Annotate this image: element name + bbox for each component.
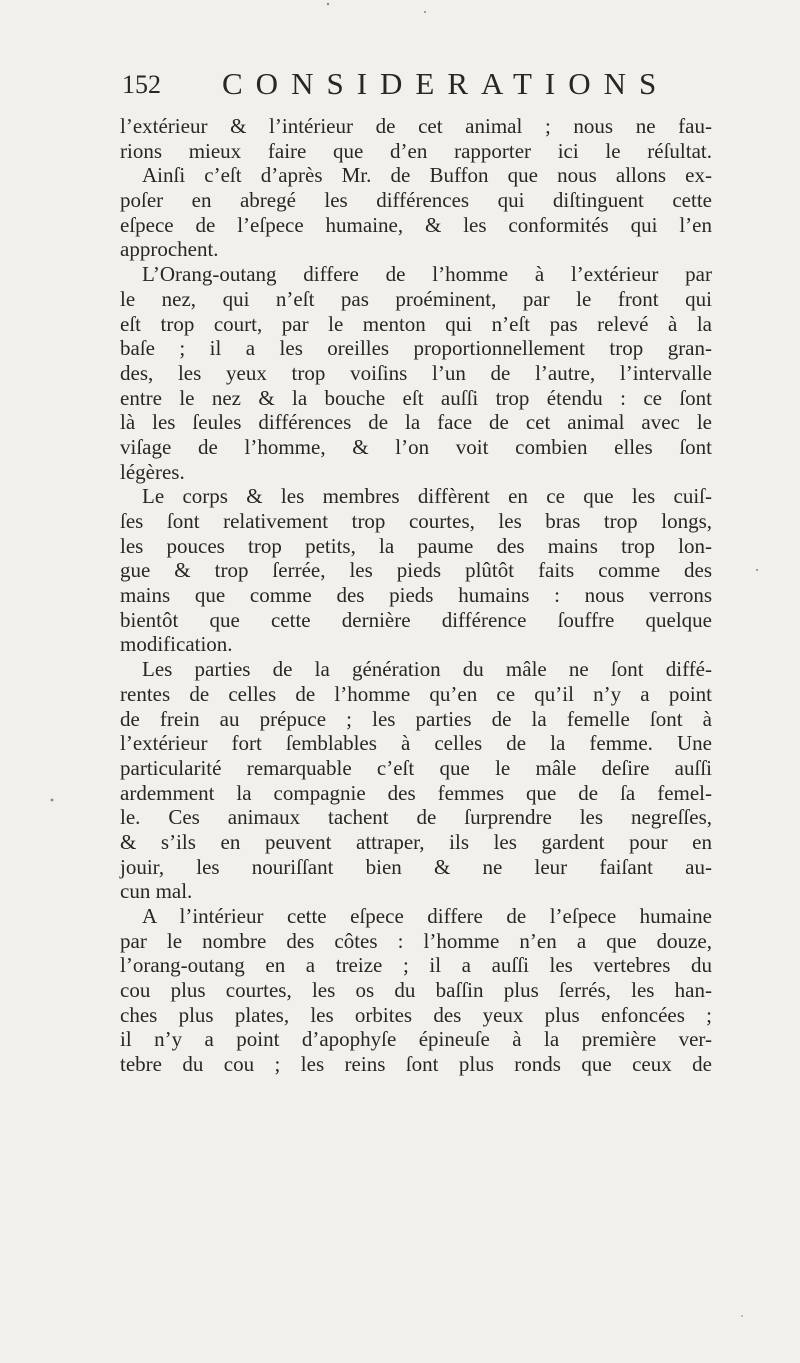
text-line: Le corps & les membres diffèrent en ce que les cuiſ- bbox=[142, 484, 712, 509]
text-line: Les parties de la génération du mâle ne ſont diffé- bbox=[142, 657, 712, 682]
text-line: bientôt que cette dernière différence ſouffre quelque bbox=[120, 607, 712, 632]
text-line: A l’intérieur cette eſpece differe de l’eſpece humaine bbox=[142, 904, 712, 928]
text-line: le. Ces animaux tachent de ſurprendre les negreſſes, bbox=[120, 805, 712, 830]
text-line: là les ſeules différences de la face de cet animal avec le bbox=[120, 410, 712, 435]
text-line: les pouces trop petits, la paume des mains trop lon- bbox=[120, 533, 712, 558]
text-line: l’orang-outang en a treize ; il a auſſi les vertebres du bbox=[120, 953, 712, 978]
text-line: particularité remarquable c’eſt que le mâle deſire auſſi bbox=[120, 755, 712, 780]
text-line: l’extérieur & l’intérieur de cet animal ; nous ne fau- bbox=[120, 114, 712, 138]
text-line: poſer en abregé les différences qui diſtinguent cette bbox=[120, 188, 712, 213]
text-line: ardemment la compagnie des femmes que de ſa femel- bbox=[120, 780, 712, 805]
text-line: eſpece de l’eſpece humaine, & les conformités qui l’en bbox=[120, 212, 712, 237]
text-line: légères. bbox=[120, 459, 185, 484]
text-line: cou plus courtes, les os du baſſin plus ſerrés, les han- bbox=[120, 978, 712, 1003]
text-line: jouir, les nouriſſant bien & ne leur faiſant au- bbox=[120, 854, 712, 879]
text-line: ſes ſont relativement trop courtes, les bras trop longs, bbox=[120, 509, 712, 533]
text-line: des, les yeux trop voiſins l’un de l’autre, l’intervalle bbox=[120, 360, 712, 385]
text-line: de frein au prépuce ; les parties de la femelle ſont à bbox=[120, 706, 712, 731]
text-line: ches plus plates, les orbites des yeux plus enfoncées ; bbox=[120, 1002, 712, 1027]
text-line: Ainſi c’eſt d’après Mr. de Buffon que nous allons ex- bbox=[142, 163, 712, 188]
text-line: entre le nez & la bouche eſt auſſi trop étendu : ce ſont bbox=[120, 385, 712, 410]
text-line: approchent. bbox=[120, 237, 219, 262]
text-line: l’extérieur fort ſemblables à celles de la femme. Une bbox=[120, 731, 712, 756]
text-line: cun mal. bbox=[120, 879, 193, 904]
text-line: il n’y a point d’apophyſe épineuſe à la première ver- bbox=[120, 1027, 712, 1052]
text-line: modification. bbox=[120, 632, 233, 657]
page-header bbox=[122, 66, 722, 106]
text-line: gue & trop ſerrée, les pieds plûtôt faits comme des bbox=[120, 558, 712, 583]
body-text bbox=[120, 114, 712, 1077]
text-line: rentes de celles de l’homme qu’en ce qu’il n’y a point bbox=[120, 681, 712, 706]
text-line: & s’ils en peuvent attraper, ils les gardent pour en bbox=[120, 829, 712, 854]
text-line: par le nombre des côtes : l’homme n’en a que douze, bbox=[120, 928, 712, 953]
running-head: CONSIDERATIONS bbox=[222, 66, 670, 101]
text-line: L’Orang-outang differe de l’homme à l’extérieur par bbox=[142, 262, 712, 287]
text-line: mains que comme des pieds humains : nous verrons bbox=[120, 583, 712, 608]
text-line: viſage de l’homme, & l’on voit combien elles ſont bbox=[120, 434, 712, 459]
text-line: le nez, qui n’eſt pas proéminent, par le front qui bbox=[120, 286, 712, 311]
text-line: tebre du cou ; les reins ſont plus ronds que ceux de bbox=[120, 1052, 712, 1077]
text-line: baſe ; il a les oreilles proportionnellement trop gran- bbox=[120, 336, 712, 361]
page-number: 152 bbox=[122, 70, 161, 99]
text-line: eſt trop court, par le menton qui n’eſt pas relevé à la bbox=[120, 311, 712, 336]
text-line: rions mieux faire que d’en rapporter ici le réſultat. bbox=[120, 138, 712, 163]
